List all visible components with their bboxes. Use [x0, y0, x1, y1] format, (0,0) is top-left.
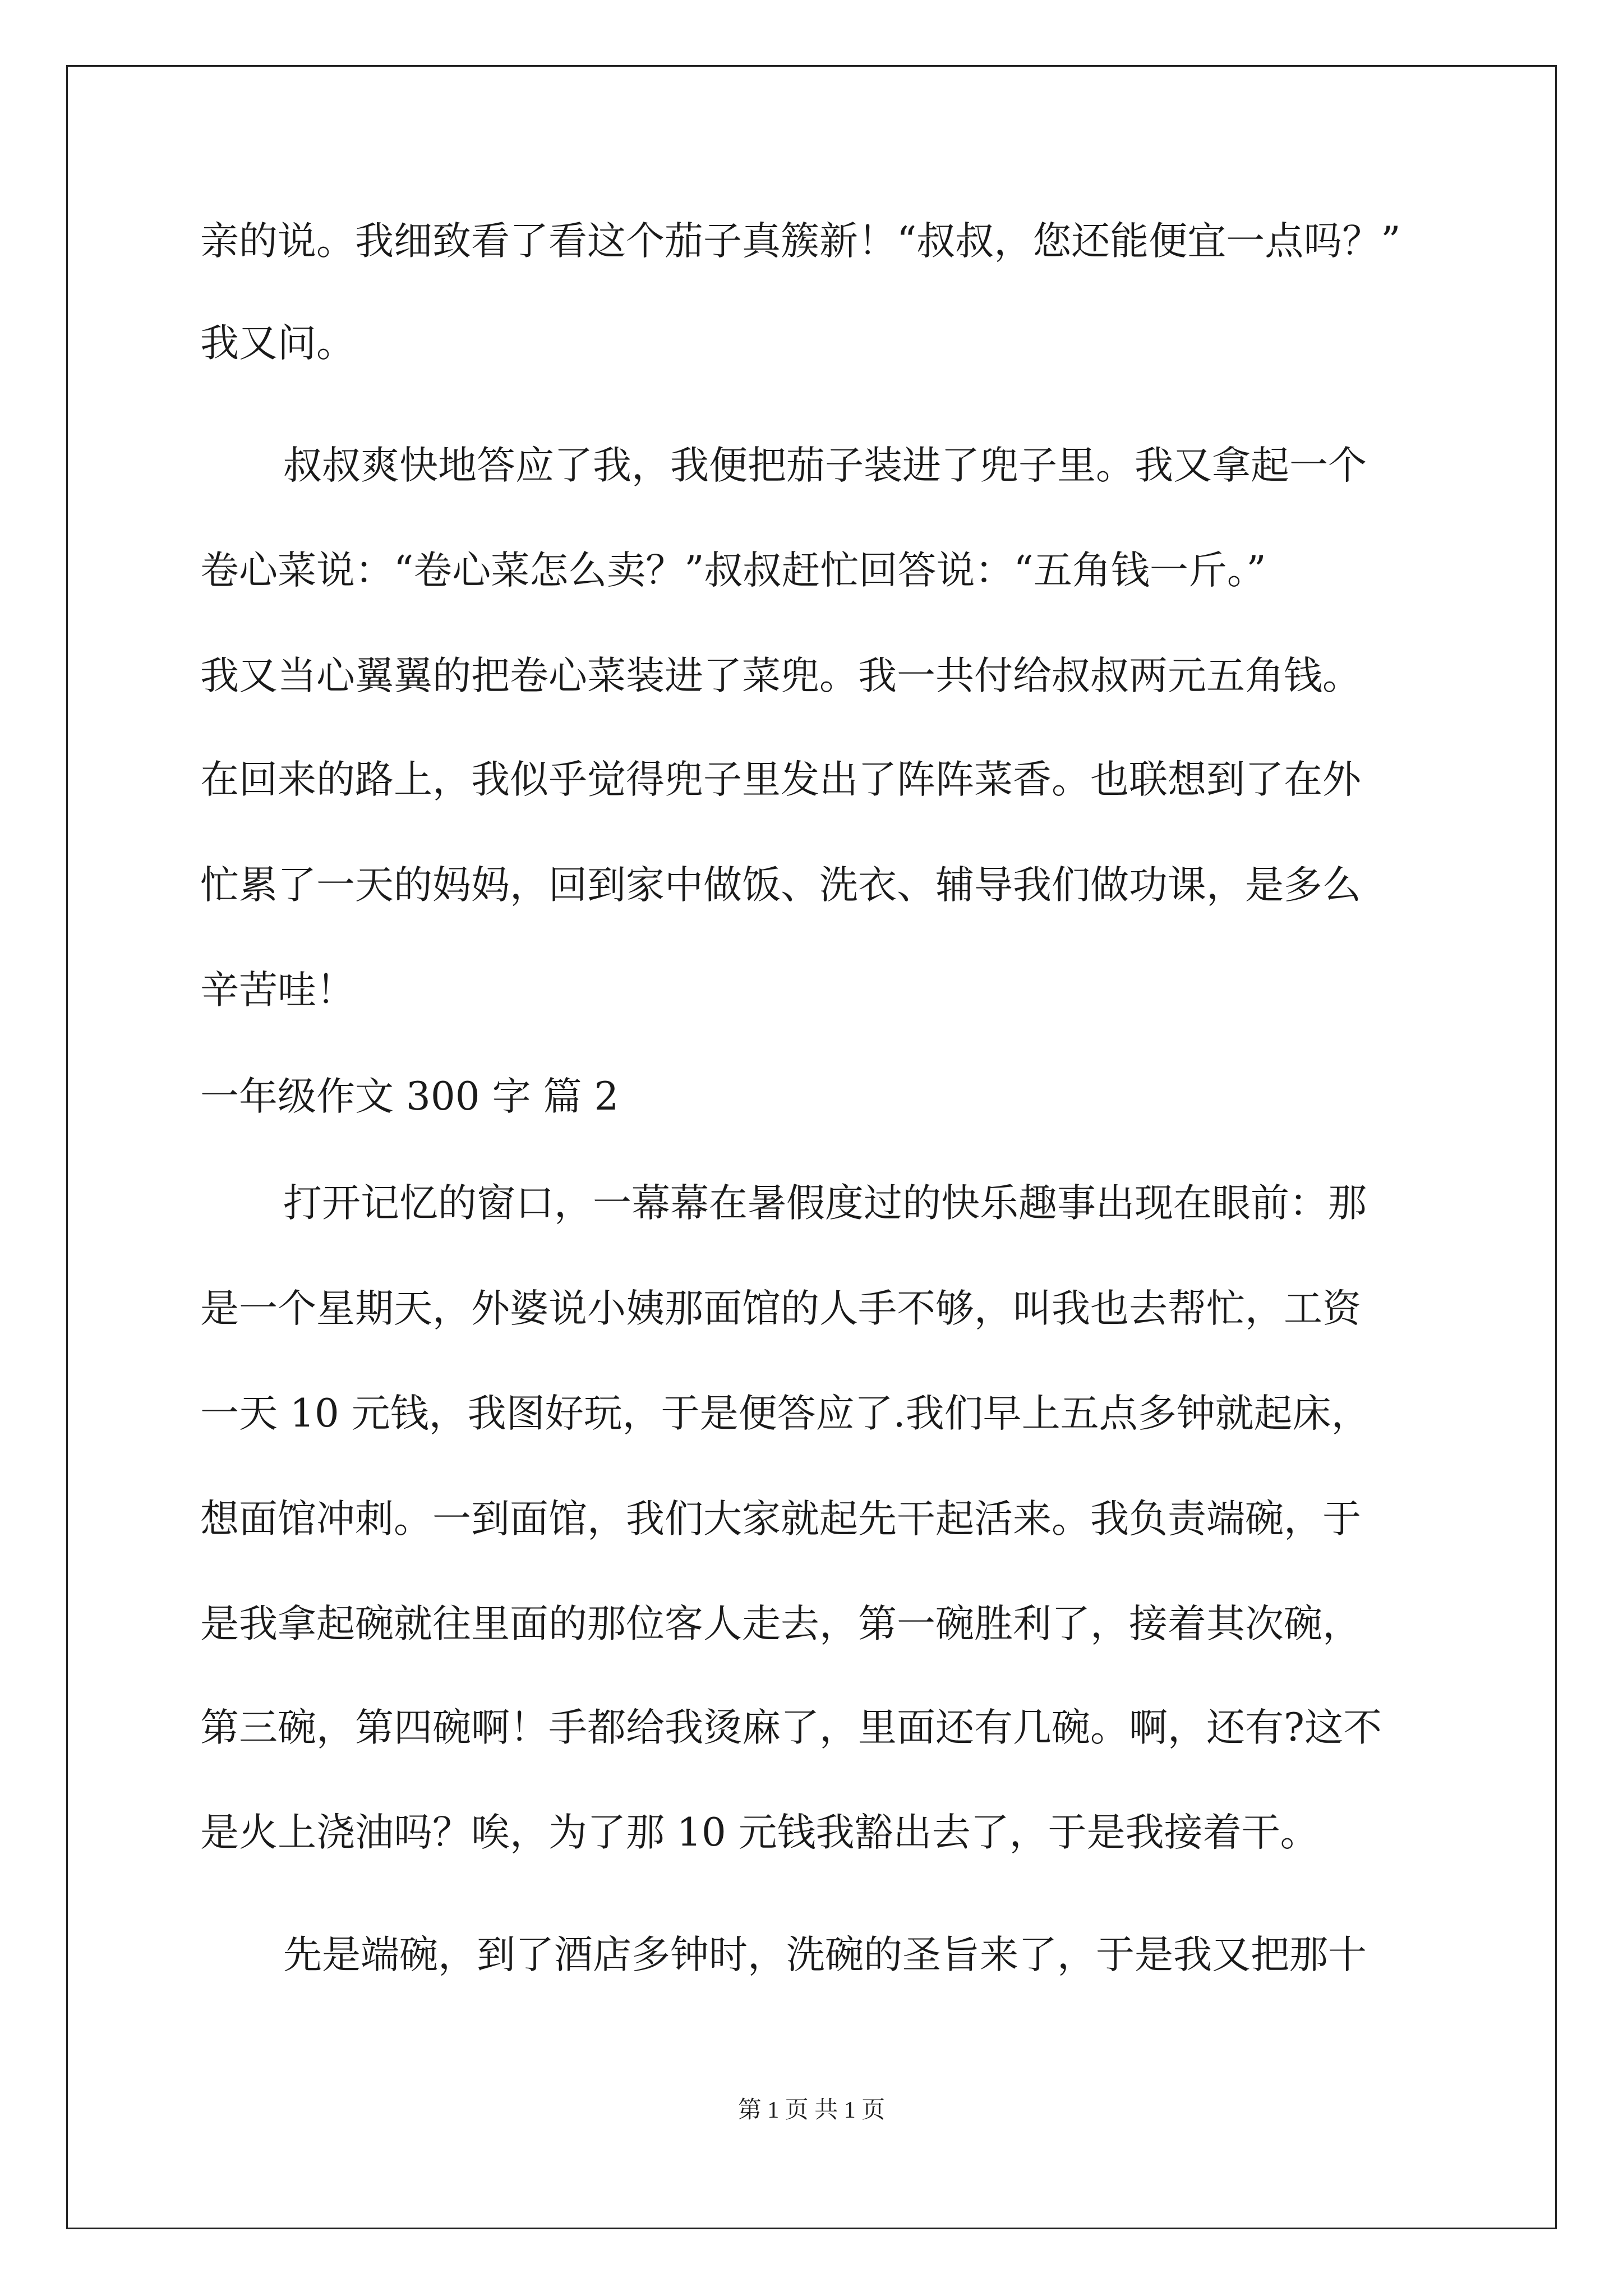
text-line: 我又问。 [200, 321, 355, 366]
text-line: 辛苦哇！ [200, 968, 355, 1013]
text-line: 忙累了一天的妈妈，回到家中做饭、洗衣、辅导我们做功课，是多么 [200, 863, 1361, 908]
text-line: 是我拿起碗就往里面的那位客人走去，第一碗胜利了，接着其次碗， [200, 1602, 1361, 1646]
text-line: 第三碗，第四碗啊！手都给我烫麻了，里面还有几碗。啊，还有?这不 [200, 1705, 1382, 1750]
text-line: 我又当心翼翼的把卷心菜装进了菜兜。我一共付给叔叔两元五角钱。 [200, 654, 1361, 698]
paragraph-first-line: 先是端碗，到了酒店多钟时，洗碗的圣旨来了，于是我又把那十 [283, 1932, 1367, 1977]
paragraph-first-line: 叔叔爽快地答应了我，我便把茄子装进了兜子里。我又拿起一个 [283, 443, 1367, 488]
text-line: 在回来的路上，我似乎觉得兜子里发出了阵阵菜香。也联想到了在外 [200, 757, 1361, 802]
text-line: 是一个星期天，外婆说小姨那面馆的人手不够，叫我也去帮忙，工资 [200, 1286, 1361, 1331]
paragraph-first-line: 打开记忆的窗口，一幕幕在暑假度过的快乐趣事出现在眼前：那 [283, 1181, 1367, 1226]
page-border [66, 65, 1557, 2229]
text-line: 想面馆冲刺。一到面馆，我们大家就起先干起活来。我负责端碗，于 [200, 1497, 1361, 1542]
page-footer: 第 1 页 共 1 页 [737, 2097, 886, 2123]
text-line: 是火上浇油吗？唉，为了那 10 元钱我豁出去了，于是我接着干。 [200, 1810, 1319, 1855]
section-heading: 一年级作文 300 字 篇 2 [200, 1074, 619, 1119]
text-line: 亲的说。我细致看了看这个茄子真簇新！“叔叔，您还能便宜一点吗？” [200, 219, 1401, 264]
text-line: 一天 10 元钱，我图好玩，于是便答应了.我们早上五点多钟就起床， [200, 1391, 1370, 1436]
text-line: 卷心菜说：“卷心菜怎么卖？”叔叔赶忙回答说：“五角钱一斤。” [200, 548, 1266, 593]
